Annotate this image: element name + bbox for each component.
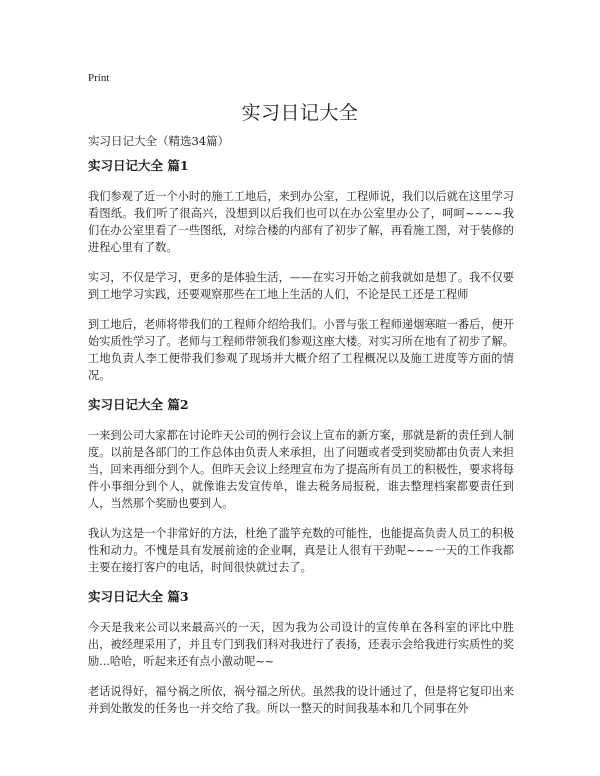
section-heading: 实习日记大全 篇2 — [88, 397, 189, 412]
paragraph: 我认为这是一个非常好的方法，杜绝了滥竽充数的可能性，也能提高负责人员工的积极性和动力。不愧是具有发展前途的企业啊，真是让人很有干劲呢~~~一天的工作我都主要在接打客户的电话，时间很快就过去了。 — [88, 527, 514, 574]
document-content — [88, 158, 514, 730]
page-title: 实习日记大全 — [241, 102, 359, 124]
document-subtitle: 实习日记大全（精选34篇） — [88, 134, 230, 148]
paragraph: 实习，不仅是学习，更多的是体验生活，——在实习开始之前我就如是想了。我不仅要到工地学习实践，还要观察那些在工地上生活的人们，不论是民工还是工程师 — [88, 271, 514, 301]
paragraph: 到工地后，老师将带我们的工程师介绍给我们。小晋与张工程师递烟寒暄一番后，便开始实质性学习了。老师与工程师带领我们参观这座大楼。对实习所在地有了初步了解。工地负责人李工便带我们参观了现场并大概介绍了工程概况以及施工进度等方面的情况。 — [88, 318, 514, 382]
paragraph: 我们参观了近一个小时的施工工地后，来到办公室，工程师说，我们以后就在这里学习看图纸。我们听了很高兴，没想到以后我们也可以在办公室里办公了，呵呵~~~~我们在办公室里看了一些图纸，对综合楼的内部有了初步了解，再看施工图，对于装修的进程心里有了数。 — [88, 190, 514, 254]
section-3 — [88, 589, 514, 717]
section-1 — [88, 158, 514, 384]
paragraph: 老话说得好，福兮祸之所依，祸兮福之所伏。虽然我的设计通过了，但是将它复印出来并到处散发的任务也一并交给了我。所以一整天的时间我基本和几个同事在外 — [88, 685, 514, 715]
section-heading: 实习日记大全 篇3 — [88, 589, 189, 604]
section-heading: 实习日记大全 篇1 — [88, 158, 189, 173]
paragraph: 今天是我来公司以来最高兴的一天，因为我为公司设计的宣传单在各科室的评比中胜出，被经理采用了，并且专门到我们科对我进行了表扬，还表示会给我进行实质性的奖励...哈哈，听起来还有点小激动呢~~ — [88, 621, 514, 668]
paragraph: 一来到公司大家都在讨论昨天公司的例行会议上宣布的新方案，那就是新的责任到人制度。以前是各部门的工作总体由负责人来承担，出了问题或者受到奖励都由负责人来担当，回来再细分到个人。但昨天会议上经理宣布为了提高所有员工的积极性，要求将每件小事细分到个人，就像谁去发宣传单，谁去税务局报税，谁去整理档案都要责任到人，当然那个奖励也要到人。 — [88, 429, 514, 510]
print-link[interactable]: Print — [88, 72, 110, 84]
section-2 — [88, 397, 514, 576]
